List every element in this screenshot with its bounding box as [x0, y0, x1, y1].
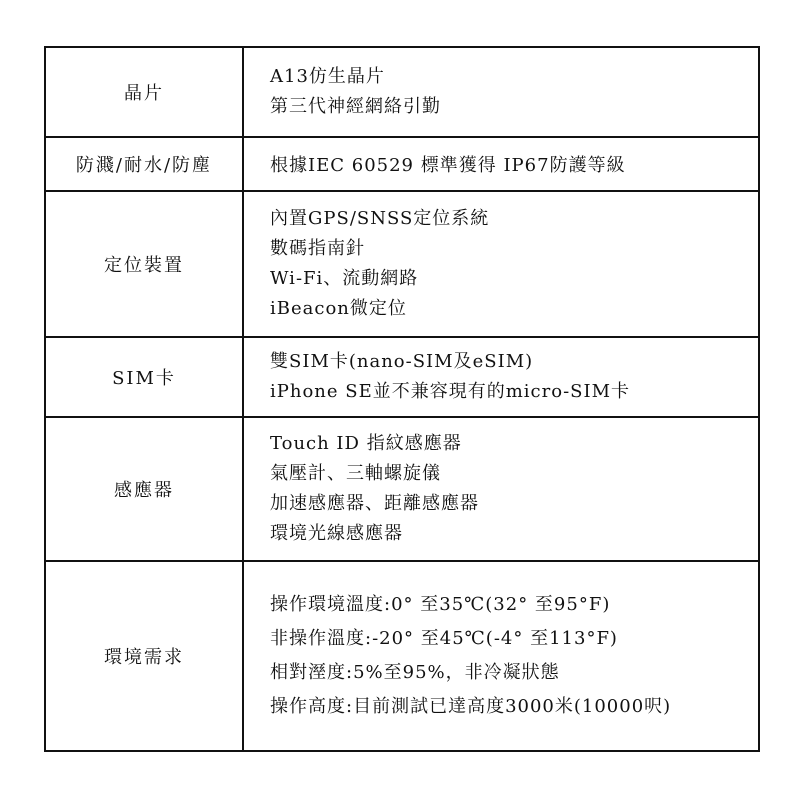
row-label: 定位裝置	[45, 191, 243, 337]
spec-row-sim	[45, 337, 759, 417]
row-value	[243, 191, 759, 337]
spec-row-environment	[45, 561, 759, 751]
row-value	[243, 417, 759, 561]
value-line: 內置GPS/SNSS定位系統	[270, 208, 490, 229]
row-label: 晶片	[45, 47, 243, 137]
value-line: 環境光線感應器	[270, 523, 403, 544]
spec-table	[44, 46, 760, 752]
row-label: 感應器	[45, 417, 243, 561]
spec-row-location	[45, 191, 759, 337]
value-line: Wi-Fi、流動網路	[270, 268, 419, 289]
row-label: 環境需求	[45, 561, 243, 751]
row-label: 防濺/耐水/防塵	[45, 137, 243, 191]
value-line: Touch ID 指紋感應器	[270, 433, 462, 454]
value-line: 第三代神經網絡引勤	[270, 96, 441, 117]
spec-row-sensors	[45, 417, 759, 561]
value-line: 數碼指南針	[270, 238, 365, 259]
value-line: 操作高度:目前測試已達高度3000米(10000呎)	[270, 696, 672, 717]
value-line: 加速感應器、距離感應器	[270, 493, 479, 514]
value-line: 相對溼度:5%至95%，非冷凝狀態	[270, 662, 560, 683]
row-value	[243, 337, 759, 417]
spec-row-chip	[45, 47, 759, 137]
value-line: iPhone SE並不兼容現有的micro-SIM卡	[270, 381, 631, 402]
value-line: iBeacon微定位	[270, 298, 407, 319]
value-line: 根據IEC 60529 標準獲得 IP67防護等級	[270, 155, 626, 176]
row-value	[243, 137, 759, 191]
value-line: 操作環境溫度:0° 至35℃(32° 至95°F)	[270, 594, 611, 615]
value-line: 氣壓計、三軸螺旋儀	[270, 463, 441, 484]
row-value	[243, 561, 759, 751]
spec-row-water-resistance	[45, 137, 759, 191]
value-line: 非操作溫度:-20° 至45℃(-4° 至113°F)	[270, 628, 618, 649]
row-label: SIM卡	[45, 337, 243, 417]
value-line: 雙SIM卡(nano-SIM及eSIM)	[270, 351, 534, 372]
value-line: A13仿生晶片	[270, 66, 385, 87]
row-value	[243, 47, 759, 137]
